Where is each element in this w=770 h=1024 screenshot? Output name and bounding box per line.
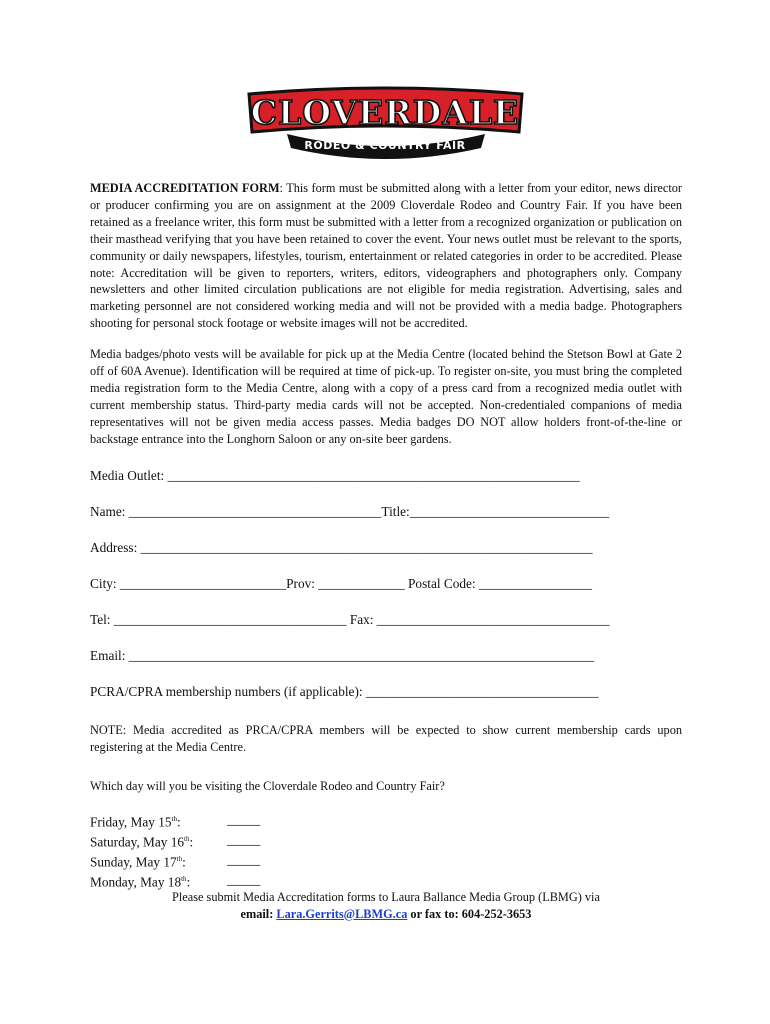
membership-field[interactable]: PCRA/CPRA membership numbers (if applicable): ___________________________________ <box>90 683 599 699</box>
day-sup: th <box>181 874 187 883</box>
day-sup: th <box>171 814 177 823</box>
fax-text: or fax to: 604-252-3653 <box>407 906 532 921</box>
submission-footer <box>90 889 682 923</box>
name-title-field[interactable]: Name: ______________________________________Title:______________________________ <box>90 503 610 519</box>
email-field[interactable]: Email: ______________________________________________________________________ <box>90 647 595 663</box>
email-link[interactable]: Lara.Gerrits@LBMG.ca <box>276 906 408 921</box>
day-sup: th <box>184 834 190 843</box>
media-outlet-field[interactable]: Media Outlet: ______________________________________________________________ <box>90 467 580 483</box>
day-sup: th <box>176 854 183 863</box>
form-heading: MEDIA ACCREDITATION FORM <box>90 181 280 195</box>
badges-paragraph: Media badges/photo vests will be available for pick up at the Media Centre (located behind the Stetson Bowl at Gate 2 off of 60A Avenue). Identification will be required at time of pick-up. To register on-site, you must bring the completed media registration form to the Media Centre, along with a copy of a press card from a recognized media outlet with current membership status. Third-party media cards will not be accepted. Non-credentialed companions of media representatives will not be given media access passes. Media badges DO NOT allow holders front-of-the-line or backstage entrance into the Longhorn Saloon or any on-site beer gardens. <box>90 347 682 446</box>
day-blank[interactable]: _____ <box>227 811 261 827</box>
form-body <box>90 180 682 923</box>
day-row-saturday[interactable]: Saturday, May 16th: _____ <box>90 831 261 849</box>
submission-line: Please submit Media Accreditation forms to Laura Ballance Media Group (LBMG) via <box>172 889 600 904</box>
day-list <box>90 811 682 891</box>
day-name: Sunday, May 17 <box>90 853 177 869</box>
day-row-friday[interactable]: Friday, May 15th: _____ <box>90 811 261 829</box>
intro-paragraph <box>90 180 682 332</box>
cloverdale-logo-graphic <box>243 84 528 162</box>
day-blank[interactable]: _____ <box>227 871 261 887</box>
city-prov-postal-field[interactable]: City: _________________________Prov: _____________ Postal Code: _________________ <box>90 575 592 591</box>
day-row-sunday[interactable]: Sunday, May 17th: _____ <box>90 851 261 869</box>
day-name: Monday, May 18 <box>90 873 182 889</box>
intro-text: : This form must be submitted along with a letter from your editor, news director or producer confirming you are on assignment at the 2009 Cloverdale Rodeo and Country Fair. If you have been retained as a freelance writer, this form must be submitted with a letter from a recognized organization or publication on their masthead verifying that you have been retained to cover the event. Your news outlet must be relevant to the sports, community or daily newspapers, lifestyles, tourism, entertainment or related categories in order to be accredited. Please note: Accreditation will be given to reporters, writers, editors, videographers and photographers only. Company newsletters and other limited circulation publications are not eligible for media registration. Advertising, sales and marketing personnel are not considered working media and will not be provided with a media badge. Photographers shooting for personal stock footage or website images will not be accredited. <box>90 181 682 331</box>
day-name: Friday, May 15 <box>90 813 172 829</box>
membership-note: NOTE: Media accredited as PRCA/CPRA members will be expected to show current membership cards upon registering at the Media Centre. <box>90 722 682 754</box>
contact-line: email: Lara.Gerrits@LBMG.ca or fax to: 604-252-3653 <box>240 906 532 921</box>
logo-title: CLOVERDALE <box>250 93 520 132</box>
address-field[interactable]: Address: ____________________________________________________________________ <box>90 539 593 555</box>
visit-day-question: Which day will you be visiting the Cloverdale Rodeo and Country Fair? <box>90 778 445 793</box>
day-row-monday[interactable]: Monday, May 18th: _____ <box>90 871 261 889</box>
day-blank[interactable]: _____ <box>227 831 261 847</box>
tel-fax-field[interactable]: Tel: ___________________________________ Fax: ___________________________________ <box>90 611 610 627</box>
cloverdale-logo <box>243 84 528 162</box>
day-blank[interactable]: _____ <box>227 851 261 867</box>
day-name: Saturday, May 16 <box>90 833 185 849</box>
logo-subtitle: RODEO & COUNTRY FAIR <box>304 139 466 152</box>
